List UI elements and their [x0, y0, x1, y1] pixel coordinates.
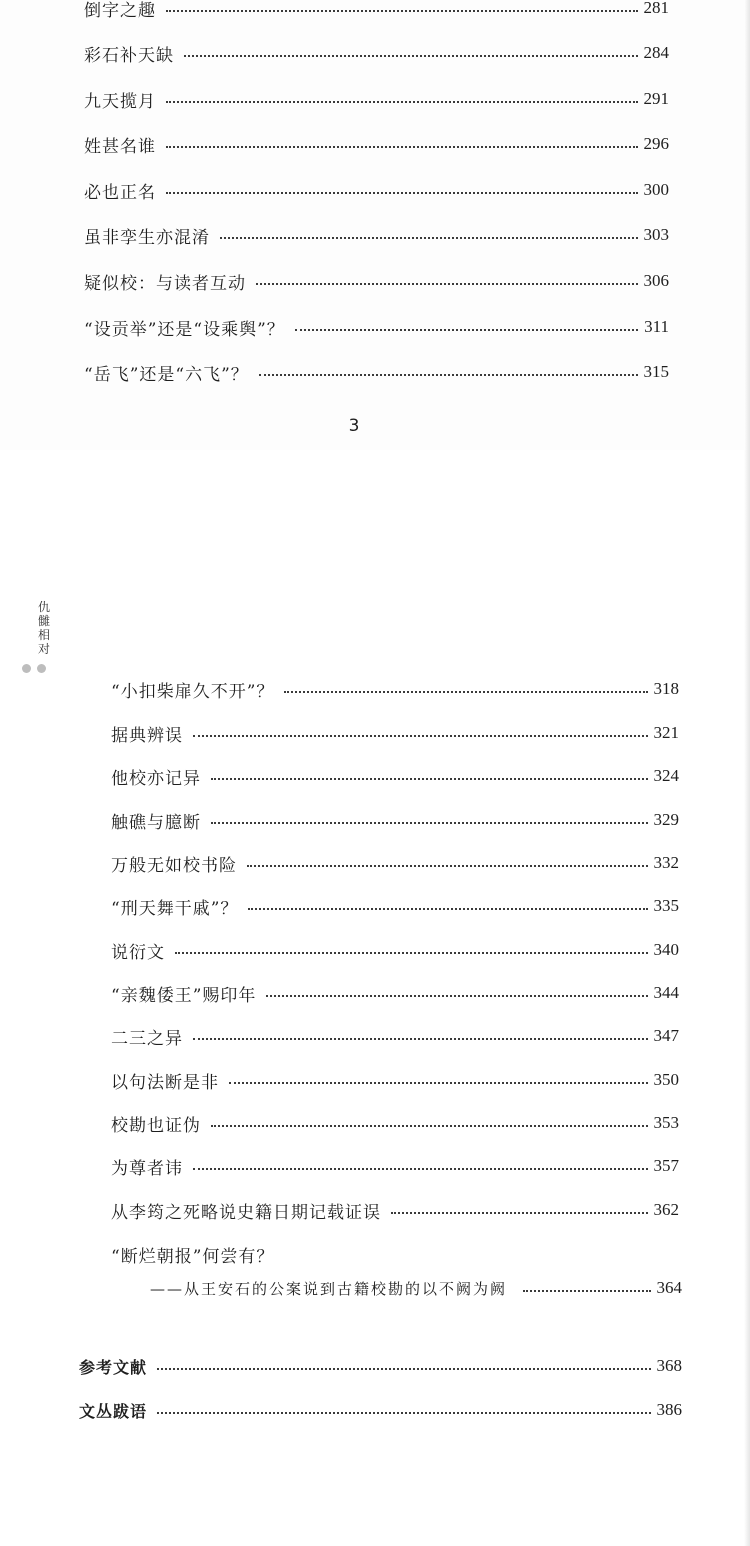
toc-leader-dots: [523, 1290, 650, 1292]
toc-entry-page: 340: [653, 940, 679, 959]
toc-entry[interactable]: [84, 267, 669, 295]
toc-entry[interactable]: [84, 221, 669, 249]
toc-leader-dots: [175, 952, 648, 954]
toc-end-entry[interactable]: [79, 1352, 682, 1380]
toc-leader-dots: [157, 1412, 650, 1414]
toc-leader-dots: [391, 1212, 648, 1214]
toc-entry-page: 353: [653, 1113, 679, 1132]
toc-entry-title: 文丛跋语: [79, 1401, 148, 1421]
toc-leader-dots: [166, 101, 638, 103]
toc-leader-dots: [193, 1168, 648, 1170]
toc-entry-page: 324: [653, 766, 679, 785]
toc-entry-page: 303: [643, 225, 669, 244]
toc-entry-page: 368: [656, 1356, 682, 1375]
page-edge-shadow: [744, 0, 750, 450]
toc-entry-title: 倒字之趣: [84, 0, 156, 21]
toc-entry[interactable]: [111, 762, 679, 790]
toc-entry-title: “刑天舞干戚”？: [111, 898, 239, 919]
toc-entry-page: 315: [643, 362, 669, 381]
toc-leader-dots: [295, 329, 638, 331]
toc-leader-dots: [157, 1368, 650, 1370]
toc-entry[interactable]: [84, 358, 669, 386]
toc-entry[interactable]: [111, 806, 679, 834]
toc-entry-title: 万般无如校书险: [111, 855, 237, 876]
toc-leader-dots: [211, 778, 648, 780]
toc-entry[interactable]: [111, 979, 679, 1007]
running-title-char: 仇: [37, 600, 50, 614]
toc-leader-dots: [259, 374, 638, 376]
toc-leader-dots: [248, 908, 647, 910]
toc-entry-page: 306: [643, 271, 669, 290]
toc-entry-page: 318: [653, 679, 679, 698]
toc-entry[interactable]: [111, 1196, 679, 1224]
toc-entry-title: “设贡举”还是“设乘舆”？: [84, 319, 285, 340]
toc-entry-title: “小扣柴扉久不开”？: [111, 681, 275, 702]
toc-entry-page: 332: [653, 853, 679, 872]
toc-leader-dots: [247, 865, 648, 867]
ornament-dots: [22, 664, 46, 673]
toc-entry[interactable]: [84, 85, 669, 113]
running-title-char: 雠: [37, 614, 50, 628]
toc-entry[interactable]: [111, 1109, 679, 1137]
toc-entry-title: 二三之异: [111, 1028, 183, 1049]
toc-entry-title[interactable]: “断烂朝报”何尝有？: [111, 1247, 275, 1267]
toc-leader-dots: [166, 10, 638, 12]
toc-entry-title: “亲魏倭王”赐印年: [111, 985, 257, 1006]
toc-entry-title: 校勘也证伪: [111, 1115, 201, 1136]
toc-entry-page: 350: [653, 1070, 679, 1089]
toc-end-entry[interactable]: [79, 1396, 682, 1424]
toc-leader-dots: [211, 1125, 648, 1127]
toc-entry-page: 357: [653, 1156, 679, 1175]
toc-entry-title: 姓甚名谁: [84, 136, 156, 157]
toc-entry-subtitle: ——从王安石的公案说到古籍校勘的以不阙为阙: [150, 1279, 508, 1298]
toc-entry[interactable]: [111, 849, 679, 877]
toc-entry-page: 281: [643, 0, 669, 17]
toc-entry-title: 彩石补天缺: [84, 45, 174, 66]
toc-entry-page: 311: [644, 317, 669, 336]
toc-leader-dots: [184, 55, 638, 57]
toc-entry-page: 362: [653, 1200, 679, 1219]
toc-entry[interactable]: [84, 313, 669, 341]
toc-entry[interactable]: [84, 176, 669, 204]
toc-entry-title: 以句法断是非: [111, 1072, 219, 1093]
toc-leader-dots: [229, 1082, 648, 1084]
toc-entry-title: 参考文献: [79, 1357, 148, 1377]
toc-entry-page: 344: [653, 983, 679, 1002]
toc-entry-page: 300: [643, 180, 669, 199]
toc-entry-page: 347: [653, 1026, 679, 1045]
toc-leader-dots: [166, 192, 638, 194]
running-title: [36, 600, 52, 656]
toc-entry[interactable]: [111, 936, 679, 964]
toc-leader-dots: [256, 283, 638, 285]
ornament-dot: [37, 664, 46, 673]
toc-entry-title: 据典辨误: [111, 725, 183, 746]
toc-entry-title: 九天揽月: [84, 91, 156, 112]
toc-entry[interactable]: [111, 675, 679, 703]
toc-entry[interactable]: [111, 1152, 679, 1180]
toc-entry-title: 触礁与臆断: [111, 812, 201, 833]
toc-entry[interactable]: [111, 1022, 679, 1050]
toc-entry[interactable]: [84, 39, 669, 67]
toc-entry-page: 321: [653, 723, 679, 742]
toc-entry-page: 284: [643, 43, 669, 62]
toc-entry-page: 329: [653, 810, 679, 829]
toc-entry-title: “岳飞”还是“六飞”？: [84, 364, 249, 385]
toc-entry-title: 为尊者讳: [111, 1158, 183, 1179]
toc-entry-page: 335: [653, 896, 679, 915]
toc-entry-page: 296: [643, 134, 669, 153]
toc-entry[interactable]: [111, 1066, 679, 1094]
toc-entry-title: 必也正名: [84, 182, 156, 203]
ornament-dot: [22, 664, 31, 673]
toc-leader-dots: [284, 691, 647, 693]
toc-entry-title: 他校亦记异: [111, 768, 201, 789]
toc-entry-title: 说衍文: [111, 942, 165, 963]
page-edge-shadow: [744, 450, 750, 1546]
toc-leader-dots: [193, 1038, 648, 1040]
toc-entry[interactable]: [111, 719, 679, 747]
running-title-char: 相: [37, 628, 50, 642]
toc-entry-page: 291: [643, 89, 669, 108]
toc-entry-title: 疑似校：与读者互动: [84, 273, 246, 294]
page-number: 3: [348, 416, 360, 436]
toc-leader-dots: [266, 995, 647, 997]
toc-leader-dots: [166, 146, 638, 148]
toc-entry[interactable]: [84, 0, 669, 22]
toc-entry-title: 虽非孪生亦混淆: [84, 227, 210, 248]
toc-entry-page: 364: [656, 1278, 682, 1297]
toc-entry-page: 386: [656, 1400, 682, 1419]
toc-entry[interactable]: [84, 130, 669, 158]
toc-leader-dots: [193, 735, 648, 737]
toc-entry[interactable]: [111, 892, 679, 920]
running-title-char: 对: [37, 642, 50, 656]
toc-entry-subtitle-line[interactable]: [150, 1276, 682, 1300]
toc-entry-title: 从李筠之死略说史籍日期记载证误: [111, 1202, 381, 1223]
toc-leader-dots: [211, 822, 648, 824]
toc-leader-dots: [220, 237, 638, 239]
